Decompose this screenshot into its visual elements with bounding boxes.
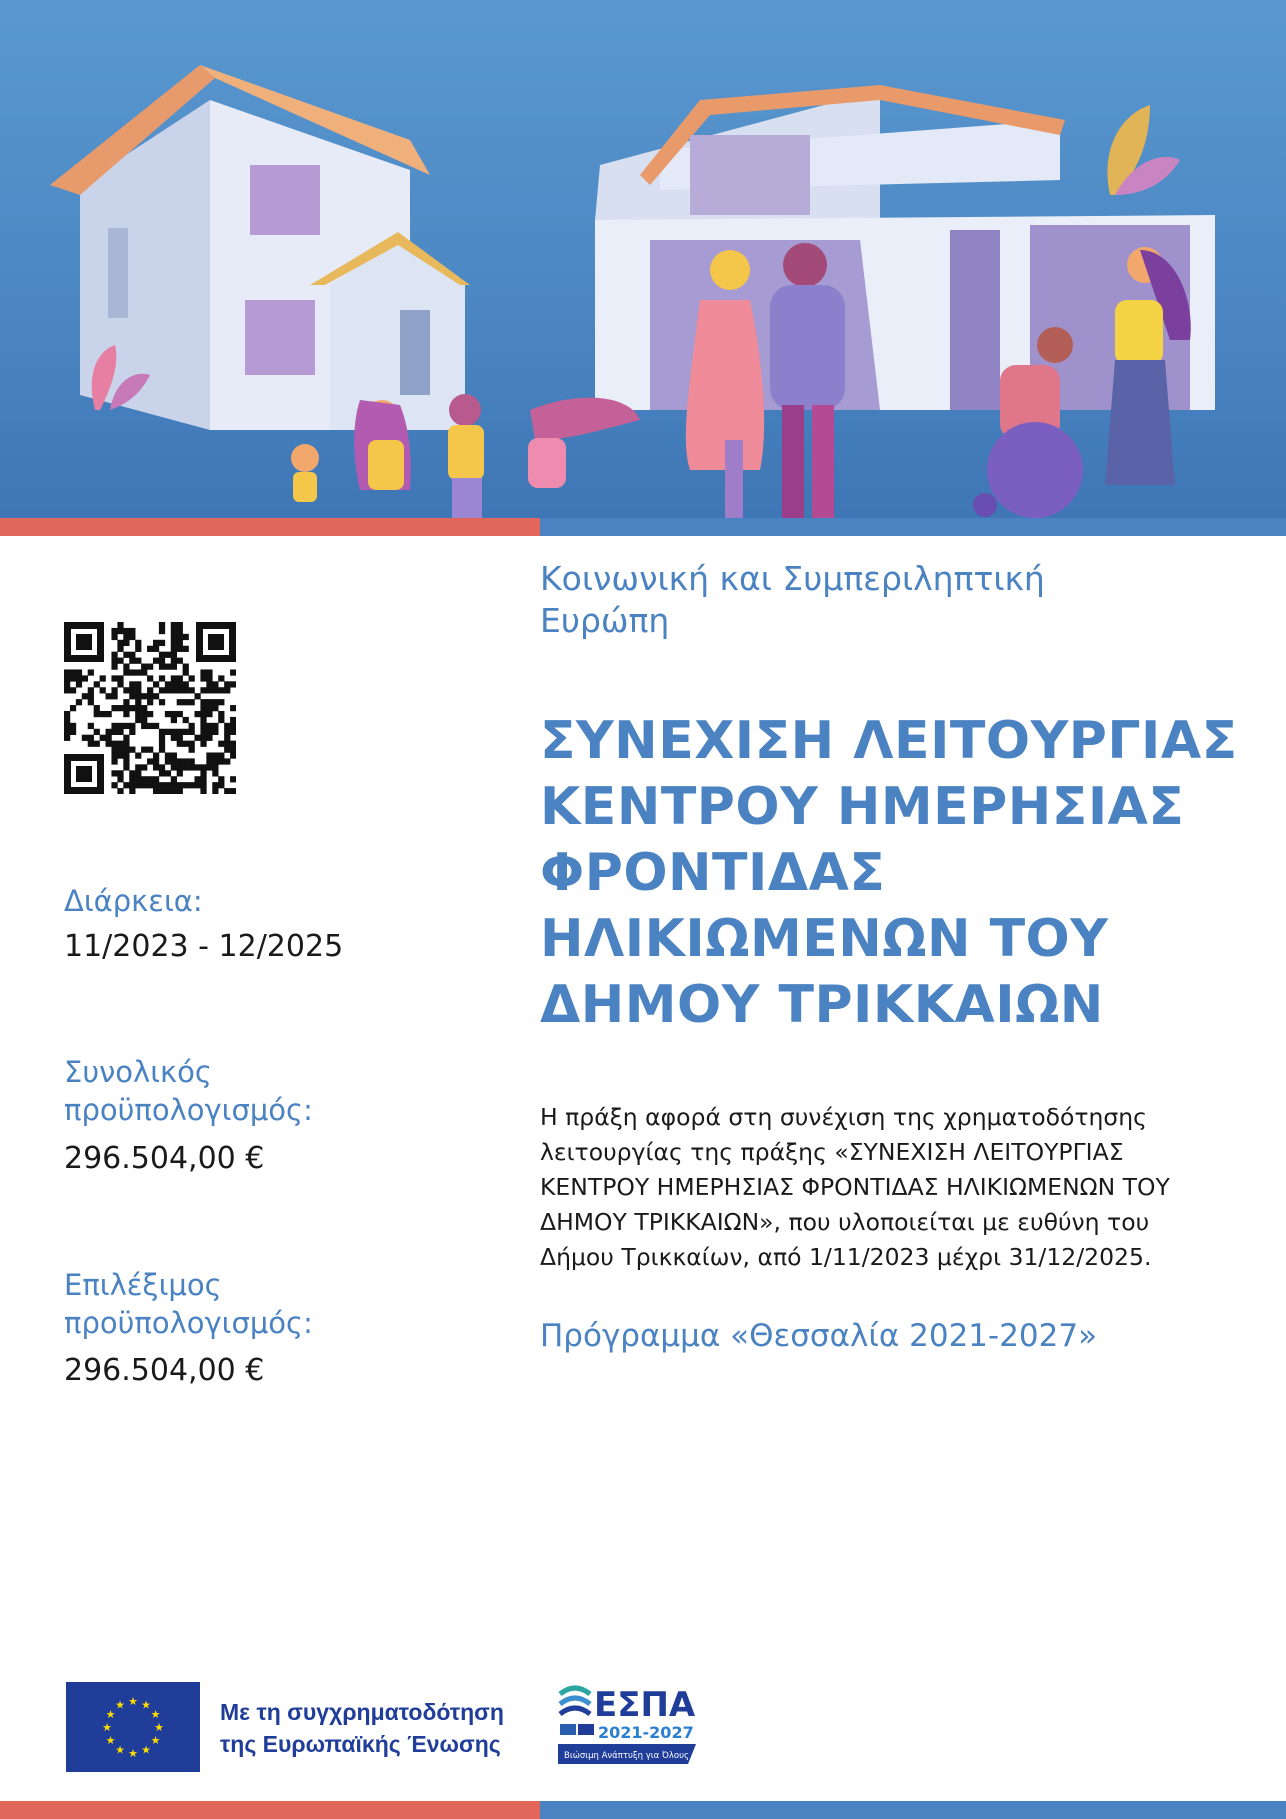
eu-flag-icon (66, 1682, 200, 1772)
eu-star-icon: ★ (115, 1698, 125, 1712)
eu-text-line: Με τη συγχρηματοδότηση (220, 1699, 504, 1725)
eu-star-icon: ★ (102, 1721, 112, 1734)
project-description (540, 1100, 1210, 1275)
description-line: λειτουργίας της πράξης «ΣΥΝΕΧΙΣΗ ΛΕΙΤΟΥΡΓΙΑΣ (540, 1138, 1124, 1166)
footer-band-blue (540, 1801, 1286, 1819)
svg-text:ΕΣΠΑ: ΕΣΠΑ (594, 1685, 696, 1725)
eu-star-icon: ★ (150, 1734, 161, 1747)
footer-band-red (0, 1801, 540, 1819)
eligible-budget-label-line2: προϋπολογισμός: (64, 1306, 313, 1340)
total-budget-label-line2: προϋπολογισμός: (64, 1093, 313, 1127)
header-band-blue (540, 518, 1286, 536)
title-line: ΗΛΙΚΙΩΜΕΝΩΝ ΤΟΥ (540, 909, 1109, 969)
duration-value: 11/2023 - 12/2025 (64, 929, 344, 964)
program-name: Πρόγραμμα «Θεσσαλία 2021-2027» (540, 1318, 1098, 1354)
title-line: ΣΥΝΕΧΙΣΗ ΛΕΙΤΟΥΡΓΙΑΣ (540, 711, 1238, 771)
eu-star-icon: ★ (115, 1743, 125, 1757)
description-line: ΚΕΝΤΡΟΥ ΗΜΕΡΗΣΙΑΣ ΦΡΟΝΤΙΔΑΣ ΗΛΙΚΙΩΜΕΝΩΝ ΤΟΥ (540, 1173, 1170, 1201)
eu-star-icon: ★ (105, 1734, 116, 1747)
houses-illustration (0, 0, 1286, 518)
project-title (540, 708, 1240, 1038)
qr-code (64, 622, 236, 794)
svg-text:Βιώσιμη Ανάπτυξη για Όλους: Βιώσιμη Ανάπτυξη για Όλους (564, 1751, 689, 1761)
svg-text:2021-2027: 2021-2027 (598, 1723, 694, 1742)
eligible-budget-label-line1: Επιλέξιμος (64, 1268, 222, 1302)
description-line: ΔΗΜΟΥ ΤΡΙΚΚΑΙΩΝ», που υλοποιείται με ευθύνη του (540, 1208, 1150, 1236)
total-budget-label-line1: Συνολικός (64, 1055, 212, 1089)
eu-star-icon: ★ (128, 1747, 138, 1760)
hero-illustration (0, 0, 1286, 518)
thematic-subtitle (540, 558, 1160, 642)
eu-star-icon: ★ (150, 1708, 161, 1721)
title-line: ΚΕΝΤΡΟΥ ΗΜΕΡΗΣΙΑΣ (540, 777, 1185, 837)
eu-cofunding-text (220, 1696, 504, 1760)
title-line: ΦΡΟΝΤΙΔΑΣ (540, 843, 886, 903)
subtitle-line: Ευρώπη (540, 601, 670, 640)
duration-label: Διάρκεια: (64, 884, 203, 918)
eu-text-line: της Ευρωπαϊκής Ένωσης (220, 1731, 501, 1757)
header-band-red (0, 518, 540, 536)
eu-star-icon: ★ (128, 1695, 138, 1708)
subtitle-line: Κοινωνική και Συμπεριληπτική (540, 559, 1045, 598)
espa-logo (558, 1682, 698, 1768)
description-line: Δήμου Τρικκαίων, από 1/11/2023 μέχρι 31/12/2025. (540, 1243, 1152, 1271)
eu-star-icon: ★ (105, 1708, 116, 1721)
eu-star-icon: ★ (154, 1721, 164, 1734)
total-budget-value: 296.504,00 € (64, 1141, 265, 1176)
title-line: ΔΗΜΟΥ ΤΡΙΚΚΑΙΩΝ (540, 975, 1104, 1035)
description-line: Η πράξη αφορά στη συνέχιση της χρηματοδότησης (540, 1103, 1147, 1131)
eu-star-icon: ★ (141, 1698, 151, 1712)
eu-star-icon: ★ (141, 1743, 151, 1757)
eligible-budget-value: 296.504,00 € (64, 1353, 265, 1388)
